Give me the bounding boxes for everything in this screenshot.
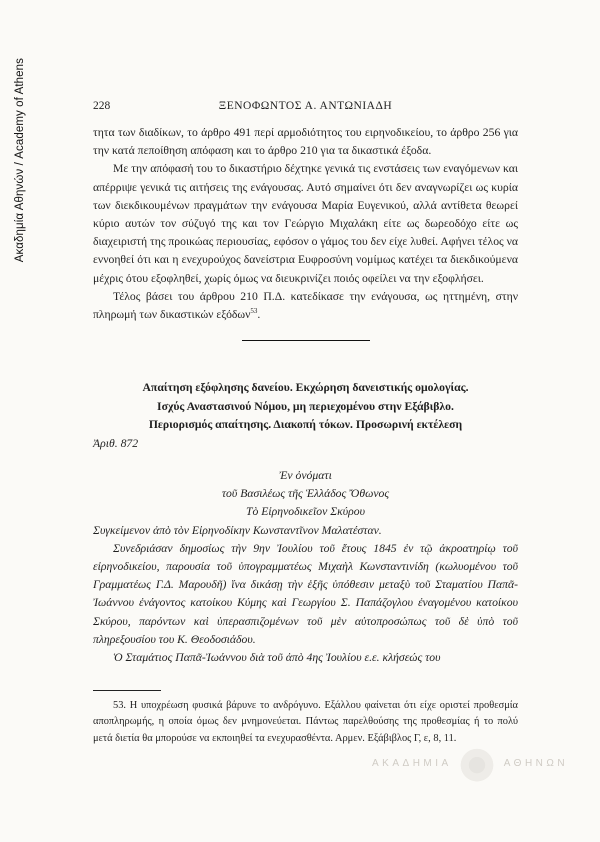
footnote-text: Η υποχρέωση φυσικά βάρυνε το ανδρόγυνο. Εξάλλου φαίνεται ότι είχε οριστεί προθεσμία αποπληρωμής, η οποία όμως δεν μνημονεύεται. Πάντως παρελθούσης της προθεσμίας ή το πολύ μετά διετία θα μπορούσε να εκποιηθεί τα ενεχυρασθέντα. Αρμεν. Εξάβιβλος Γ, ε, 8, 11. xyxy=(93,700,518,744)
case-heading-line-2: Ισχύς Αναστασινού Νόμου, μη περιεχομένου στην Εξάβιβλο. xyxy=(157,399,454,413)
academy-seal-icon xyxy=(460,748,494,786)
paragraph-continuation: τητα των διαδίκων, το άρθρο 491 περί αρμοδιότητος του ειρηνοδικείου, το άρθρο 256 για την κατά πεποίθηση απόφαση και το άρθρο 210 για τα δικαστικά έξοδα. xyxy=(93,126,518,158)
paragraph-costs: Τέλος βάσει του άρθρου 210 Π.Δ. κατεδίκασε την ενάγουσα, ως ηττημένη, στην πληρωμή των δικαστικών εξόδων$^{53}$. xyxy=(93,289,518,322)
case-heading-line-1: Απαίτηση εξόφλησης δανείου. Εκχώρηση δανειστικής ομολογίας. xyxy=(142,381,469,395)
case-heading-line-3: Περιορισμός απαίτησης. Διακοπή τόκων. Προσωρινή εκτέλεση xyxy=(148,418,463,432)
footnote-divider xyxy=(93,690,161,691)
invocation-line-2: τοῦ Βασιλέως τῆς Ἑλλάδος Ὄθωνος xyxy=(221,487,390,501)
footnote-number: 53. xyxy=(113,700,126,711)
archive-side-stamp: Ακαδημία Αθηνών / Academy of Athens xyxy=(14,58,26,263)
court-name: Τὸ Εἰρηνοδικεῖον Σκύρου xyxy=(246,505,365,519)
plaintiff-paragraph: Ὁ Σταμάτιος Παπᾶ-Ἰωάννου διὰ τοῦ ἀπὸ 4ης Ἰουλίου ε.ε. κλήσεώς του xyxy=(113,650,441,664)
invocation xyxy=(93,467,518,503)
paragraph-decision-summary: Με την απόφασή του το δικαστήριο δέχτηκε γενικά τις ενστάσεις των εναγόμενων και απέρριψε γενικά τις αιτήσεις της ενάγουσας. Αυτό σημαίνει ότι δεν αναγνωρίζει ως κυρία των διεκδικουμένων πραγμάτων την ενάγουσα Μαρία Ευγενικού, αλλά αντίθετα θεωρεί κύριο αυτών τον σύζυγό της και τον Γεώργιο Μιχαλάκη είτε ως δωρεοδόχο είτε ως διαχειριστή της προικώας περιουσίας, εφόσον ο γάμος του δεν είχε λυθεί. Αφήνει τέλος να εννοηθεί ότι και η ενεχυρούχος δανείστρια Ευφροσύνη νομίμως κατέχει τα διεκδικούμενα μέχρις ότου εξοφληθεί, χωρίς όμως να διευκρινίζει ποιός οφείλει να την εξοφλήσει. xyxy=(93,162,518,285)
section-divider xyxy=(242,340,370,341)
paragraph-costs-text: Τέλος βάσει του άρθρου 210 Π.Δ. κατεδίκασε την ενάγουσα, ως ηττημένη, στην πληρωμή των δικαστικών εξόδων xyxy=(93,289,518,322)
invocation-line-1: Ἐν ὀνόματι xyxy=(279,468,332,482)
footnote xyxy=(93,698,518,747)
watermark-word-2: ΑΘΗΝΩΝ xyxy=(503,758,569,769)
watermark-word-1: ΑΚΑΔΗΜΙΑ xyxy=(372,758,452,769)
decision-number: Ἀριθ. 872 xyxy=(93,436,139,450)
session-paragraph: Συνεδριάσαν δημοσίως τὴν 9ην Ἰουλίου τοῦ ἔτους 1845 ἐν τῷ ἀκροατηρίῳ τοῦ εἰρηνοδικείου, παρουσία τοῦ ὑπογραμματέως Μιχαὴλ Κωνσταντινίδη (κωλυομένου τοῦ Γραμματέως Γ.Δ. Μαρουδῆ) ἵνα δικάσῃ τὴν ἑξῆς ὑπόθεσιν μεταξὺ τοῦ Σταματίου Παπᾶ-Ἰωάννου ἐνάγοντος κατοίκου Κύμης καὶ Γεωργίου Σ. Παπάζογλου ἐναγομένου κατοίκου Σκύρου, παρόντων καὶ ὑπερασπιζομένων τοῦ μὲν αὐτοπροσώπως τοῦ δὲ ὑπὸ τοῦ πληρεξουσίου του Κ. Θεοδοσιάδου. xyxy=(93,541,518,646)
case-heading xyxy=(93,379,518,435)
running-head: ΞΕΝΟΦΩΝΤΟΣ Α. ΑΝΤΩΝΙΑΔΗ xyxy=(218,100,393,112)
court-composition: Συγκείμενον ἀπὸ τὸν Εἰρηνοδίκην Κωνσταντῖνον Μαλατέσταν. xyxy=(93,523,382,537)
page-body xyxy=(93,124,518,667)
footnote-ref[interactable]: 53 xyxy=(250,307,258,316)
page-number: 228 xyxy=(93,100,111,112)
